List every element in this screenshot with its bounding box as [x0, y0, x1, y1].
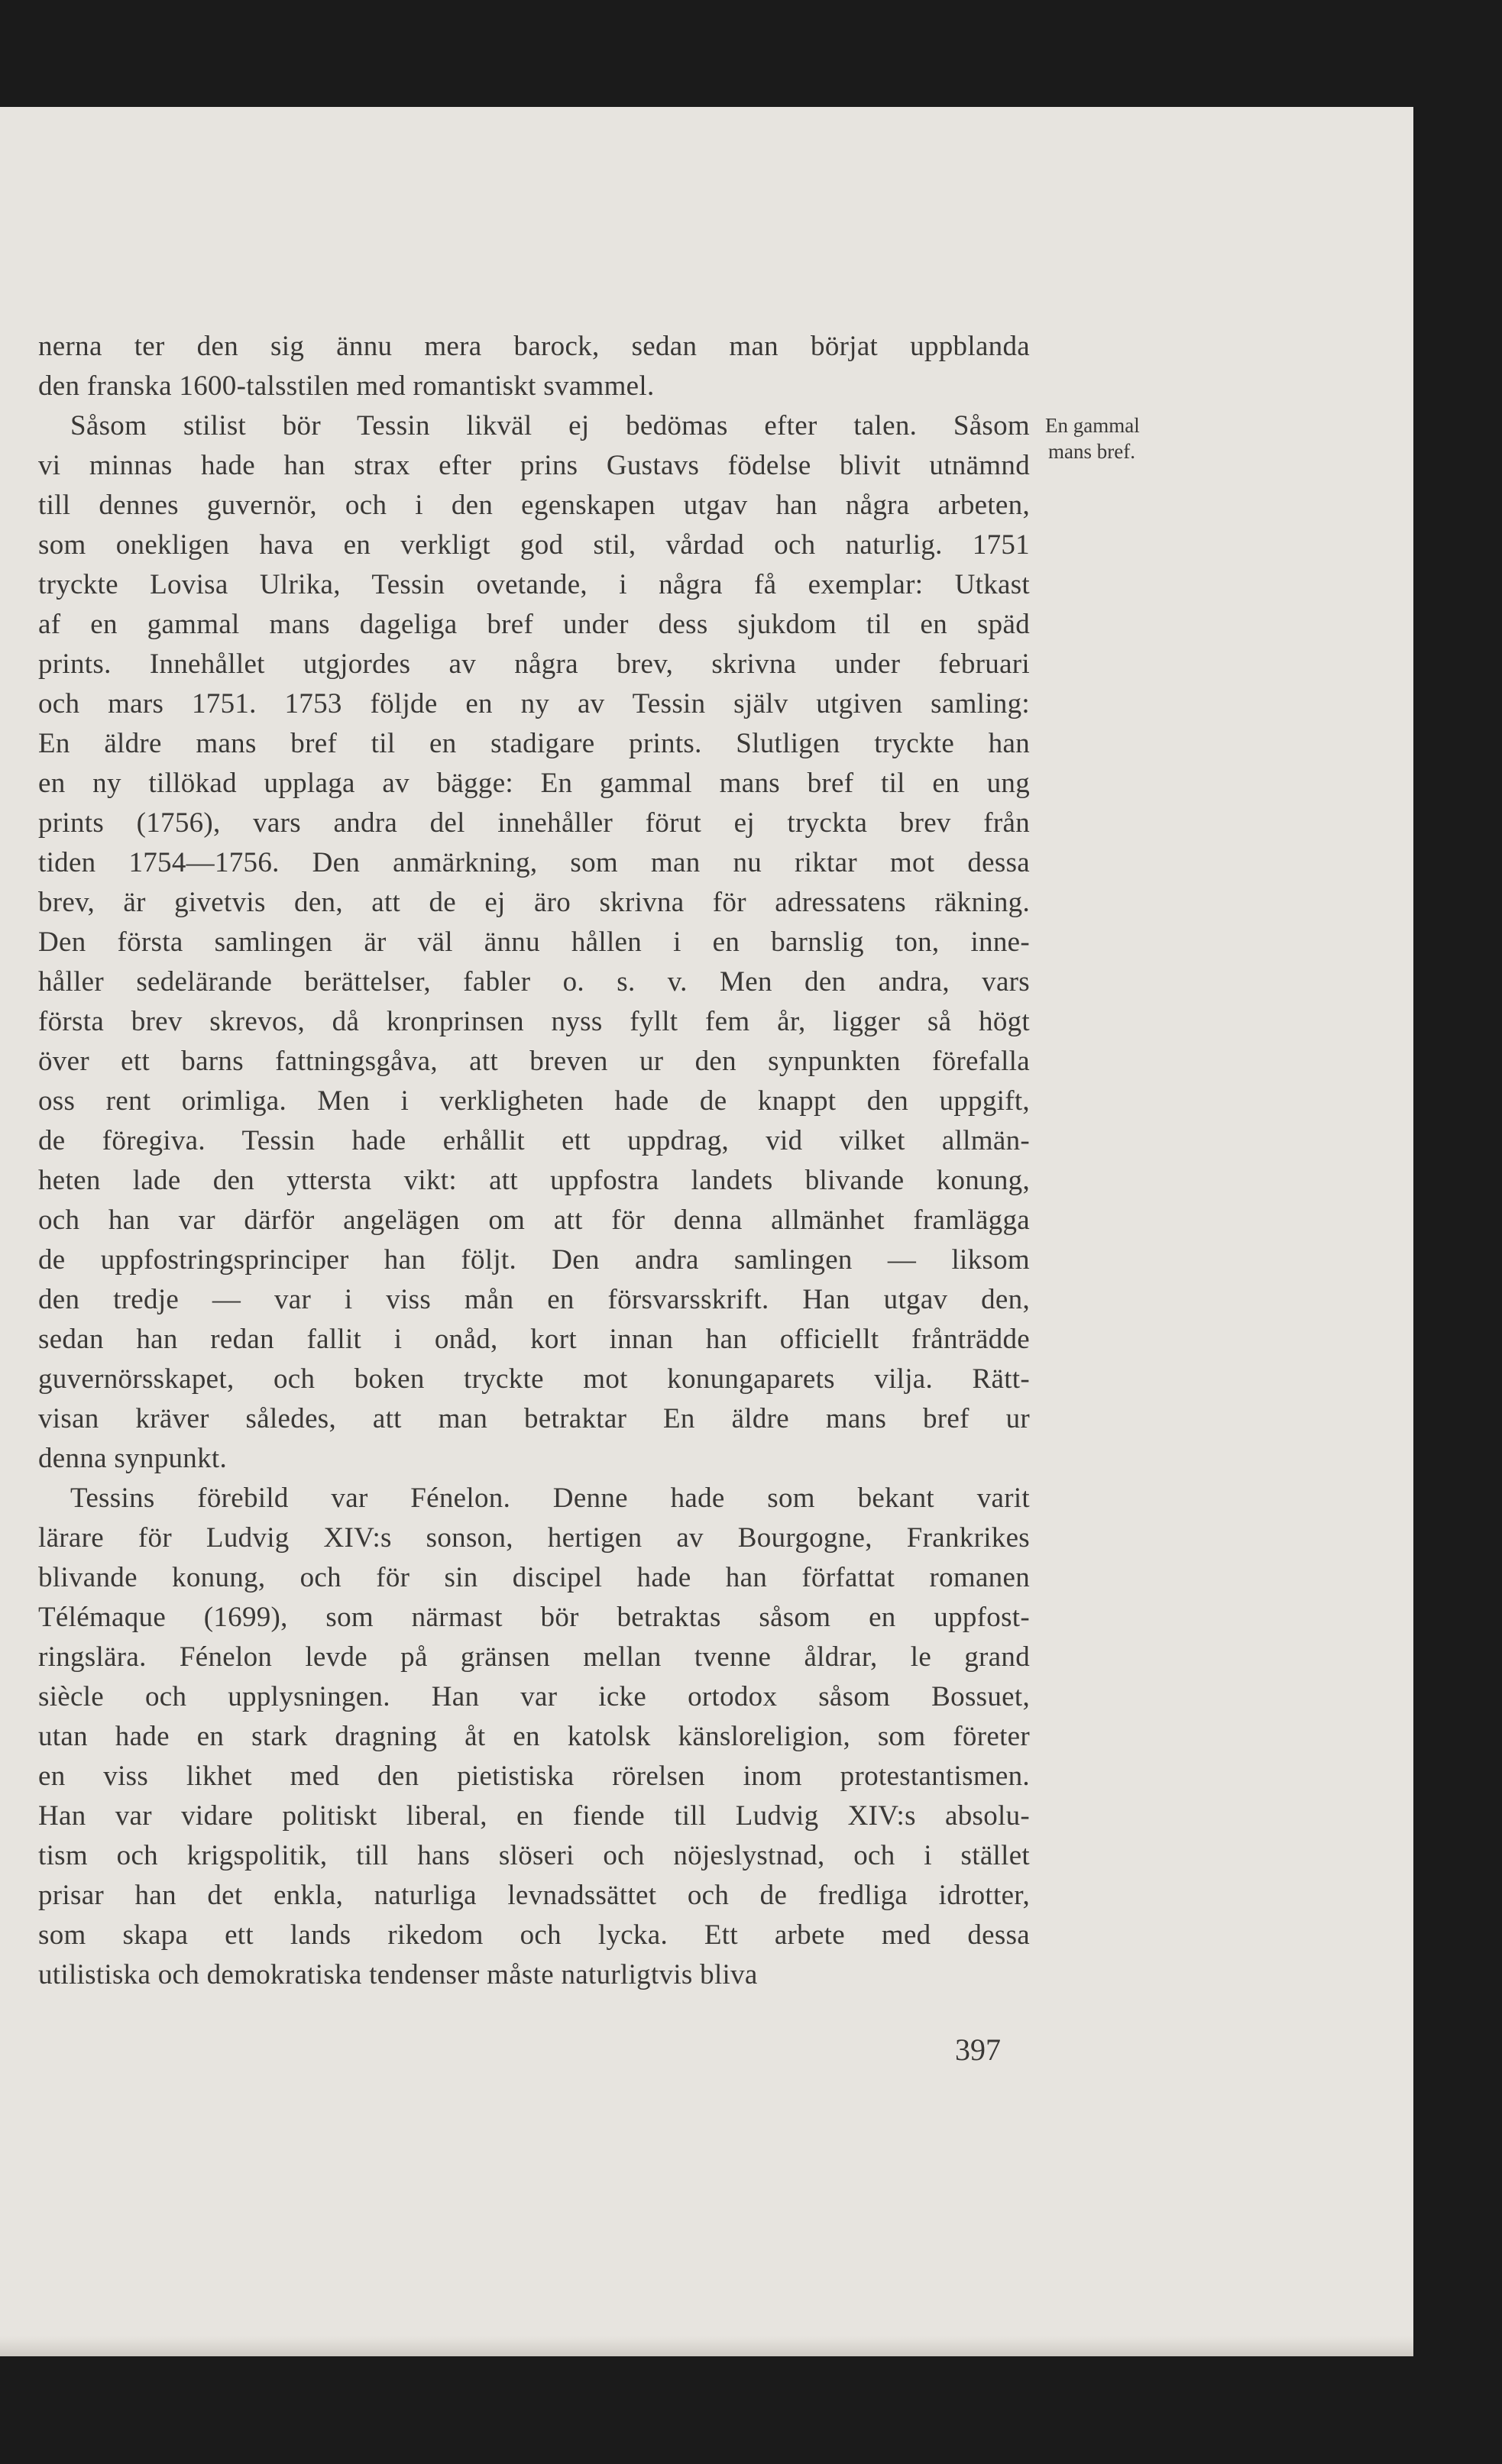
text-line: lärare för Ludvig XIV:s sonson, hertigen av Bourgogne, Frankrikes: [38, 1522, 1030, 1554]
text-line: en viss likhet med den pietistiska rörelsen inom protestantismen.: [38, 1761, 1030, 1792]
text-line: vi minnas hade han strax efter prins Gustavs födelse blivit utnämnd: [38, 450, 1030, 481]
text-line: ringslära. Fénelon levde på gränsen mellan tvenne åldrar, le grand: [38, 1641, 1030, 1673]
text-line: guvernörsskapet, och boken tryckte mot konungaparets vilja. Rätt-: [38, 1363, 1030, 1395]
text-line: som skapa ett lands rikedom och lycka. Ett arbete med dessa: [38, 1919, 1030, 1951]
text-line: första brev skrevos, då kronprinsen nyss fyllt fem år, ligger så högt: [38, 1006, 1030, 1037]
text-line: utilistiska och demokratiska tendenser måste naturligtvis bliva: [38, 1959, 758, 1990]
text-line: af en gammal mans dageliga bref under dess sjukdom til en späd: [38, 609, 1030, 640]
text-line: Tessins förebild var Fénelon. Denne hade som bekant varit: [70, 1483, 1030, 1514]
text-line: Såsom stilist bör Tessin likväl ej bedömas efter talen. Såsom: [70, 410, 1030, 441]
margin-note-line: mans bref.: [1048, 440, 1135, 463]
text-line: heten lade den yttersta vikt: att uppfostra landets blivande konung,: [38, 1165, 1030, 1196]
text-line: tism och krigspolitik, till hans slöseri och nöjeslystnad, och i stället: [38, 1840, 1030, 1871]
page-number: 397: [955, 2032, 1001, 2067]
text-line: Han var vidare politiskt liberal, en fiende till Ludvig XIV:s absolu-: [38, 1800, 1030, 1832]
text-line: nerna ter den sig ännu mera barock, sedan man börjat uppblanda: [38, 331, 1030, 362]
book-page: [0, 107, 1413, 2356]
text-line: den franska 1600-talsstilen med romantiskt svammel.: [38, 370, 655, 402]
text-line: sedan han redan fallit i onåd, kort innan han officiellt frånträdde: [38, 1324, 1030, 1355]
text-line: visan kräver således, att man betraktar En äldre mans bref ur: [38, 1403, 1030, 1434]
text-line: blivande konung, och för sin discipel hade han författat romanen: [38, 1562, 1030, 1593]
text-line: en ny tillökad upplaga av bägge: En gammal mans bref til en ung: [38, 768, 1030, 799]
body-text: [38, 327, 1030, 1995]
text-line: de föregiva. Tessin hade erhållit ett uppdrag, vid vilket allmän-: [38, 1125, 1030, 1156]
text-line: oss rent orimliga. Men i verkligheten hade de knappt den uppgift,: [38, 1085, 1030, 1117]
text-line: Télémaque (1699), som närmast bör betraktas såsom en uppfost-: [38, 1602, 1030, 1633]
text-line: håller sedelärande berättelser, fabler o. s. v. Men den andra, vars: [38, 966, 1030, 998]
text-line: Den första samlingen är väl ännu hållen i en barnslig ton, inne-: [38, 926, 1030, 958]
text-line: denna synpunkt.: [38, 1443, 228, 1474]
text-line: över ett barns fattningsgåva, att breven ur den synpunkten förefalla: [38, 1046, 1030, 1077]
text-line: tryckte Lovisa Ulrika, Tessin ovetande, i några få exemplar: Utkast: [38, 569, 1030, 600]
text-line: till dennes guvernör, och i den egenskapen utgav han några arbeten,: [38, 490, 1030, 521]
margin-note: [1045, 412, 1175, 464]
margin-note-line: En gammal: [1045, 414, 1140, 437]
text-line: brev, är givetvis den, att de ej äro skrivna för adressatens räkning.: [38, 887, 1030, 918]
text-line: tiden 1754—1756. Den anmärkning, som man nu riktar mot dessa: [38, 847, 1030, 878]
text-line: utan hade en stark dragning åt en katolsk känsloreligion, som företer: [38, 1721, 1030, 1752]
text-line: prints (1756), vars andra del innehåller förut ej tryckta brev från: [38, 807, 1030, 839]
text-line: prisar han det enkla, naturliga levnadssättet och de fredliga idrotter,: [38, 1880, 1030, 1911]
text-line: En äldre mans bref til en stadigare prints. Slutligen tryckte han: [38, 728, 1030, 759]
text-line: de uppfostringsprinciper han följt. Den andra samlingen — liksom: [38, 1244, 1030, 1276]
text-line: siècle och upplysningen. Han var icke ortodox såsom Bossuet,: [38, 1681, 1030, 1712]
text-line: och mars 1751. 1753 följde en ny av Tessin själv utgiven samling:: [38, 688, 1030, 719]
text-line: den tredje — var i viss mån en försvarsskrift. Han utgav den,: [38, 1284, 1030, 1315]
text-line: som onekligen hava en verkligt god stil, vårdad och naturlig. 1751: [38, 529, 1030, 561]
text-line: och han var därför angelägen om att för denna allmänhet framlägga: [38, 1205, 1030, 1236]
text-line: prints. Innehållet utgjordes av några brev, skrivna under februari: [38, 648, 1030, 680]
